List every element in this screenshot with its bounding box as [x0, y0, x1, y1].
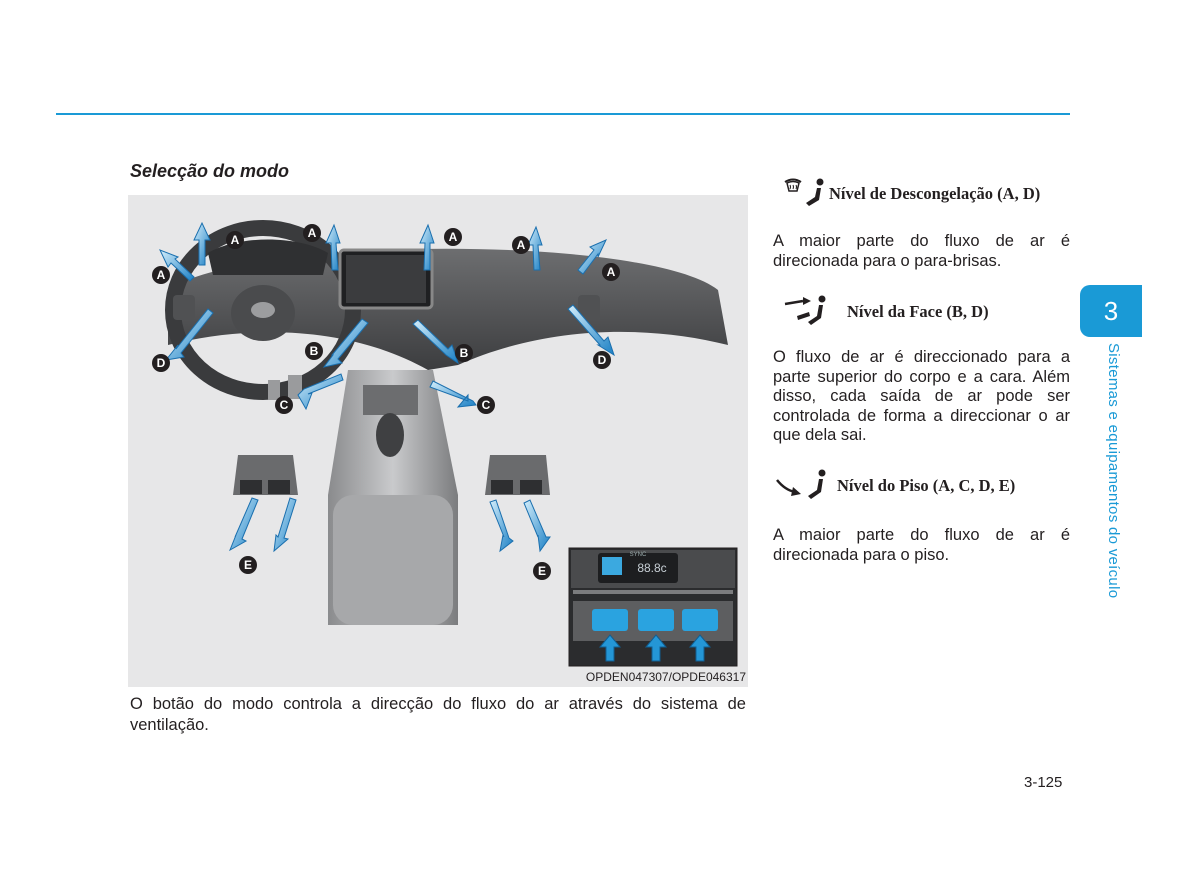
callout-d: D — [156, 356, 166, 370]
mode-defrost — [773, 174, 1070, 271]
callout-a: A — [230, 233, 240, 247]
floor-mode-icon — [773, 466, 829, 506]
callout-a: A — [606, 265, 616, 279]
callout-e: E — [243, 558, 253, 572]
mode-title: Nível de Descongelação (A, D) — [829, 184, 1041, 203]
mode-description: A maior parte do fluxo de ar é direcionada para o piso. — [773, 526, 1070, 564]
face-mode-icon — [773, 292, 829, 332]
callout-e: E — [537, 564, 547, 578]
callout-a: A — [307, 226, 317, 240]
defrost-mode-icon — [773, 174, 829, 214]
callout-a: A — [156, 268, 166, 282]
mode-description: O fluxo de ar é direccionado para a parte superior do corpo e a cara. Além disso, cada saída de ar pode ser controlada de forma a direccionar o ar que dela sai. — [773, 348, 1070, 444]
header-rule — [56, 113, 1070, 115]
display-readout: 88.8c — [637, 561, 667, 575]
figure-code: OPDEN047307/OPDE046317 — [585, 670, 746, 684]
mode-description: A maior parte do fluxo de ar é direcionada para o para-brisas. — [773, 232, 1070, 270]
dashboard-airflow-figure — [128, 195, 748, 687]
rear-vent-left — [233, 455, 298, 495]
dashboard-illustration — [128, 195, 748, 687]
mode-title: Nível do Piso (A, C, D, E) — [837, 476, 1016, 495]
chapter-title: Sistemas e equipamentos do veículo — [1105, 343, 1122, 599]
mode-face — [773, 292, 1070, 446]
callout-c: C — [279, 398, 289, 412]
callout-b: B — [459, 346, 469, 360]
section-heading: Selecção do modo — [130, 161, 290, 181]
display-label: SYNC — [629, 552, 647, 558]
mode-title: Nível da Face (B, D) — [847, 302, 989, 321]
figure-caption: O botão do modo controla a direcção do fluxo do ar através do sistema de ventilação. — [130, 695, 746, 734]
page-number: 3-125 — [1024, 774, 1063, 791]
chapter-tab: 3 — [1080, 285, 1142, 337]
callout-a: A — [448, 230, 458, 244]
control-panel-inset — [569, 548, 737, 666]
mode-floor — [773, 466, 1070, 565]
callout-c: C — [481, 398, 491, 412]
callout-a: A — [516, 238, 526, 252]
rear-vent-right — [485, 455, 550, 495]
callout-b: B — [309, 344, 319, 358]
callout-d: D — [597, 353, 607, 367]
